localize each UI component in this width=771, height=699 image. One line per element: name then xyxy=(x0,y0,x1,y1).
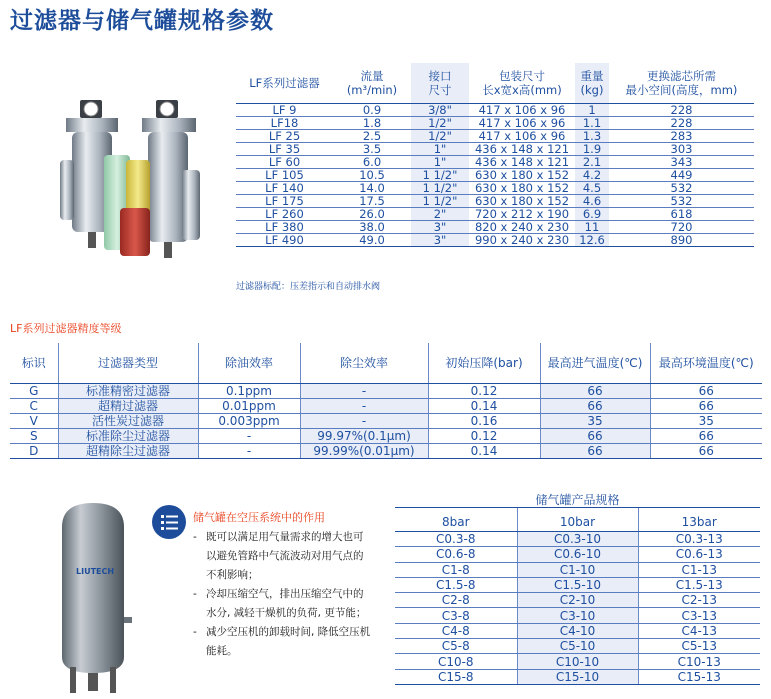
cell-flow: 3.5 xyxy=(333,142,411,155)
tank-logo-text: LIUTECH xyxy=(76,567,115,576)
cell-weight: 1.1 xyxy=(575,116,609,129)
filter-note: 过滤器标配：压差指示和自动排水阀 xyxy=(236,282,381,292)
grade-cell: - xyxy=(300,383,428,398)
header-model: LF系列过滤器 xyxy=(236,63,333,103)
cell-model: LF 380 xyxy=(236,220,333,233)
tank-cell: C5-8 xyxy=(395,639,517,654)
grade-cell: 66 xyxy=(540,428,650,443)
grade-cell: 66 xyxy=(650,428,762,443)
tank-cell: C4-8 xyxy=(395,623,517,638)
grade-cell: 66 xyxy=(540,383,650,398)
cell-package: 820 x 240 x 230 xyxy=(469,220,575,233)
tank-cell: C1.5-10 xyxy=(517,577,638,592)
cell-space: 303 xyxy=(609,142,754,155)
tank-cell: C10-13 xyxy=(638,654,760,669)
header-port: 接口 尺寸 xyxy=(411,63,469,103)
grade-cell: 99.99%(0.01μm) xyxy=(300,443,428,458)
header-space: 更换滤芯所需 最小空间(高度，mm) xyxy=(609,63,754,103)
tank-cell: C15-10 xyxy=(517,669,638,684)
cell-package: 417 x 106 x 96 xyxy=(469,103,575,116)
cell-flow: 26.0 xyxy=(333,207,411,220)
cell-weight: 6.9 xyxy=(575,207,609,220)
tank-cell: C3-10 xyxy=(517,608,638,623)
tank-cell: C0.6-10 xyxy=(517,547,638,562)
grade-cell: - xyxy=(198,443,300,458)
cell-space: 890 xyxy=(609,233,754,246)
cell-package: 720 x 212 x 190 xyxy=(469,207,575,220)
grade-cell: 0.01ppm xyxy=(198,398,300,413)
cell-space: 720 xyxy=(609,220,754,233)
tank-cell: C0.6-8 xyxy=(395,547,517,562)
cell-model: LF 140 xyxy=(236,181,333,194)
tank-cell: C0.3-8 xyxy=(395,532,517,547)
table-row xyxy=(395,669,760,684)
cell-flow: 49.0 xyxy=(333,233,411,246)
cell-port: 1/2" xyxy=(411,129,469,142)
page-title: 过滤器与储气罐规格参数 xyxy=(10,8,274,34)
air-tank-image xyxy=(48,497,138,697)
grade-table-caption: LF系列过滤器精度等级 xyxy=(10,322,122,335)
cell-weight: 4.2 xyxy=(575,168,609,181)
cell-package: 630 x 180 x 152 xyxy=(469,181,575,194)
cell-port: 3" xyxy=(411,220,469,233)
table-row xyxy=(236,207,754,220)
grade-cell: - xyxy=(198,428,300,443)
cell-flow: 1.8 xyxy=(333,116,411,129)
cell-flow: 0.9 xyxy=(333,103,411,116)
table-row xyxy=(236,116,754,129)
table-row xyxy=(10,443,762,458)
tank-function-title: 储气罐在空压系统中的作用 xyxy=(193,511,325,524)
cell-package: 990 x 240 x 230 xyxy=(469,233,575,246)
grade-cell: 0.12 xyxy=(428,428,540,443)
filter-grade-table xyxy=(10,343,762,459)
cell-port: 1 1/2" xyxy=(411,168,469,181)
cell-weight: 12.6 xyxy=(575,233,609,246)
tank-function-item: - 既可以满足用气量需求的增大也可以避免管路中气流波动对用气点的不利影响； xyxy=(193,528,373,585)
grade-cell: 0.14 xyxy=(428,398,540,413)
grade-cell: 活性炭过滤器 xyxy=(58,413,198,428)
grade-cell: 超精过滤器 xyxy=(58,398,198,413)
table-row xyxy=(236,181,754,194)
cell-port: 1 1/2" xyxy=(411,194,469,207)
cell-flow: 10.5 xyxy=(333,168,411,181)
list-icon xyxy=(152,505,186,539)
cell-package: 417 x 106 x 96 xyxy=(469,129,575,142)
header-weight: 重量 (kg) xyxy=(575,63,609,103)
table-row xyxy=(395,532,760,547)
grade-cell: 35 xyxy=(540,413,650,428)
tank-table-caption: 储气罐产品规格 xyxy=(535,493,620,507)
cell-port: 3" xyxy=(411,233,469,246)
grade-cell: 0.12 xyxy=(428,383,540,398)
grade-header-cell: 除油效率 xyxy=(198,343,300,383)
cell-space: 228 xyxy=(609,116,754,129)
table-row xyxy=(395,547,760,562)
grade-cell: D xyxy=(10,443,58,458)
cell-package: 630 x 180 x 152 xyxy=(469,168,575,181)
table-row xyxy=(10,398,762,413)
cell-weight: 1.3 xyxy=(575,129,609,142)
cell-model: LF 260 xyxy=(236,207,333,220)
tank-cell: C0.6-13 xyxy=(638,547,760,562)
cell-weight: 4.5 xyxy=(575,181,609,194)
cell-flow: 17.5 xyxy=(333,194,411,207)
table-row xyxy=(395,562,760,577)
cell-flow: 38.0 xyxy=(333,220,411,233)
table-row xyxy=(395,654,760,669)
cell-space: 618 xyxy=(609,207,754,220)
tank-cell: C1-10 xyxy=(517,562,638,577)
grade-cell: V xyxy=(10,413,58,428)
tank-cell: C3-8 xyxy=(395,608,517,623)
header-flow: 流量 (m³/min) xyxy=(333,63,411,103)
cell-port: 3/8" xyxy=(411,103,469,116)
tank-cell: C15-8 xyxy=(395,669,517,684)
table-row xyxy=(395,608,760,623)
grade-cell: 66 xyxy=(650,443,762,458)
filter-spec-header-row xyxy=(236,63,754,103)
tank-cell: C10-10 xyxy=(517,654,638,669)
cell-space: 532 xyxy=(609,194,754,207)
tank-cell: C1-13 xyxy=(638,562,760,577)
grade-header-row xyxy=(10,343,762,383)
tank-cell: C3-13 xyxy=(638,608,760,623)
cell-weight: 2.1 xyxy=(575,155,609,168)
grade-header-cell: 除尘效率 xyxy=(300,343,428,383)
cell-package: 417 x 106 x 96 xyxy=(469,116,575,129)
table-row xyxy=(236,194,754,207)
grade-cell: 35 xyxy=(650,413,762,428)
tank-cell: C4-10 xyxy=(517,623,638,638)
cell-package: 630 x 180 x 152 xyxy=(469,194,575,207)
grade-cell: 66 xyxy=(650,398,762,413)
tank-cell: C5-10 xyxy=(517,639,638,654)
cell-weight: 4.6 xyxy=(575,194,609,207)
grade-header-cell: 最高环境温度(℃) xyxy=(650,343,762,383)
tank-cell: C0.3-10 xyxy=(517,532,638,547)
cell-space: 343 xyxy=(609,155,754,168)
cell-flow: 14.0 xyxy=(333,181,411,194)
cell-model: LF 105 xyxy=(236,168,333,181)
tank-cell: C0.3-13 xyxy=(638,532,760,547)
cell-flow: 2.5 xyxy=(333,129,411,142)
cell-model: LF18 xyxy=(236,116,333,129)
table-row xyxy=(236,220,754,233)
cell-model: LF 490 xyxy=(236,233,333,246)
grade-header-cell: 初始压降(bar) xyxy=(428,343,540,383)
tank-function-item: - 冷却压缩空气，排出压缩空气中的水分, 减轻干燥机的负荷, 更节能； xyxy=(193,585,373,623)
grade-header-cell: 过滤器类型 xyxy=(58,343,198,383)
cell-space: 532 xyxy=(609,181,754,194)
tank-cell: C5-13 xyxy=(638,639,760,654)
tank-cell: C15-13 xyxy=(638,669,760,684)
grade-cell: - xyxy=(300,413,428,428)
grade-cell: C xyxy=(10,398,58,413)
grade-cell: 标准除尘过滤器 xyxy=(58,428,198,443)
grade-cell: 66 xyxy=(540,398,650,413)
grade-cell: G xyxy=(10,383,58,398)
filter-spec-table xyxy=(236,63,754,247)
table-row xyxy=(236,233,754,246)
table-row xyxy=(236,142,754,155)
grade-header-cell: 最高进气温度(℃) xyxy=(540,343,650,383)
table-row xyxy=(395,593,760,608)
tank-header-cell: 10bar xyxy=(517,508,638,532)
cell-weight: 1.9 xyxy=(575,142,609,155)
cell-space: 228 xyxy=(609,103,754,116)
cell-port: 1" xyxy=(411,142,469,155)
cell-space: 283 xyxy=(609,129,754,142)
tank-cell: C4-13 xyxy=(638,623,760,638)
tank-function-list xyxy=(193,528,373,661)
tank-function-item: - 减少空压机的卸载时间, 降低空压机能耗。 xyxy=(193,623,373,661)
grade-cell: 0.14 xyxy=(428,443,540,458)
table-row xyxy=(10,428,762,443)
cell-port: 1" xyxy=(411,155,469,168)
table-row xyxy=(236,129,754,142)
cell-weight: 11 xyxy=(575,220,609,233)
grade-cell: 0.16 xyxy=(428,413,540,428)
cell-port: 1 1/2" xyxy=(411,181,469,194)
grade-cell: 99.97%(0.1μm) xyxy=(300,428,428,443)
table-row xyxy=(236,103,754,116)
grade-cell: 标准精密过滤器 xyxy=(58,383,198,398)
tank-cell: C2-13 xyxy=(638,593,760,608)
cell-model: LF 175 xyxy=(236,194,333,207)
tank-cell: C1.5-8 xyxy=(395,577,517,592)
grade-cell: 0.003ppm xyxy=(198,413,300,428)
cell-model: LF 9 xyxy=(236,103,333,116)
cell-model: LF 60 xyxy=(236,155,333,168)
cell-port: 1/2" xyxy=(411,116,469,129)
table-row xyxy=(395,623,760,638)
grade-cell: S xyxy=(10,428,58,443)
cell-flow: 6.0 xyxy=(333,155,411,168)
cell-weight: 1 xyxy=(575,103,609,116)
grade-header-cell: 标识 xyxy=(10,343,58,383)
table-row xyxy=(395,577,760,592)
table-row xyxy=(10,383,762,398)
grade-cell: 66 xyxy=(650,383,762,398)
grade-cell: 0.1ppm xyxy=(198,383,300,398)
tank-cell: C10-8 xyxy=(395,654,517,669)
grade-cell: 超精除尘过滤器 xyxy=(58,443,198,458)
tank-cell: C2-8 xyxy=(395,593,517,608)
header-package: 包装尺寸 长x宽x高(mm) xyxy=(469,63,575,103)
tank-spec-table xyxy=(395,507,760,685)
tank-header-cell: 13bar xyxy=(638,508,760,532)
grade-cell: 66 xyxy=(540,443,650,458)
tank-header-row xyxy=(395,508,760,532)
tank-header-cell: 8bar xyxy=(395,508,517,532)
cell-space: 449 xyxy=(609,168,754,181)
table-row xyxy=(236,155,754,168)
grade-cell: - xyxy=(300,398,428,413)
table-row xyxy=(236,168,754,181)
cell-package: 436 x 148 x 121 xyxy=(469,155,575,168)
filter-product-image xyxy=(60,100,210,260)
tank-cell: C1-8 xyxy=(395,562,517,577)
cell-port: 2" xyxy=(411,207,469,220)
table-row xyxy=(395,639,760,654)
cell-package: 436 x 148 x 121 xyxy=(469,142,575,155)
tank-cell: C1.5-13 xyxy=(638,577,760,592)
tank-logo xyxy=(76,567,114,576)
cell-model: LF 25 xyxy=(236,129,333,142)
tank-cell: C2-10 xyxy=(517,593,638,608)
table-row xyxy=(10,413,762,428)
cell-model: LF 35 xyxy=(236,142,333,155)
